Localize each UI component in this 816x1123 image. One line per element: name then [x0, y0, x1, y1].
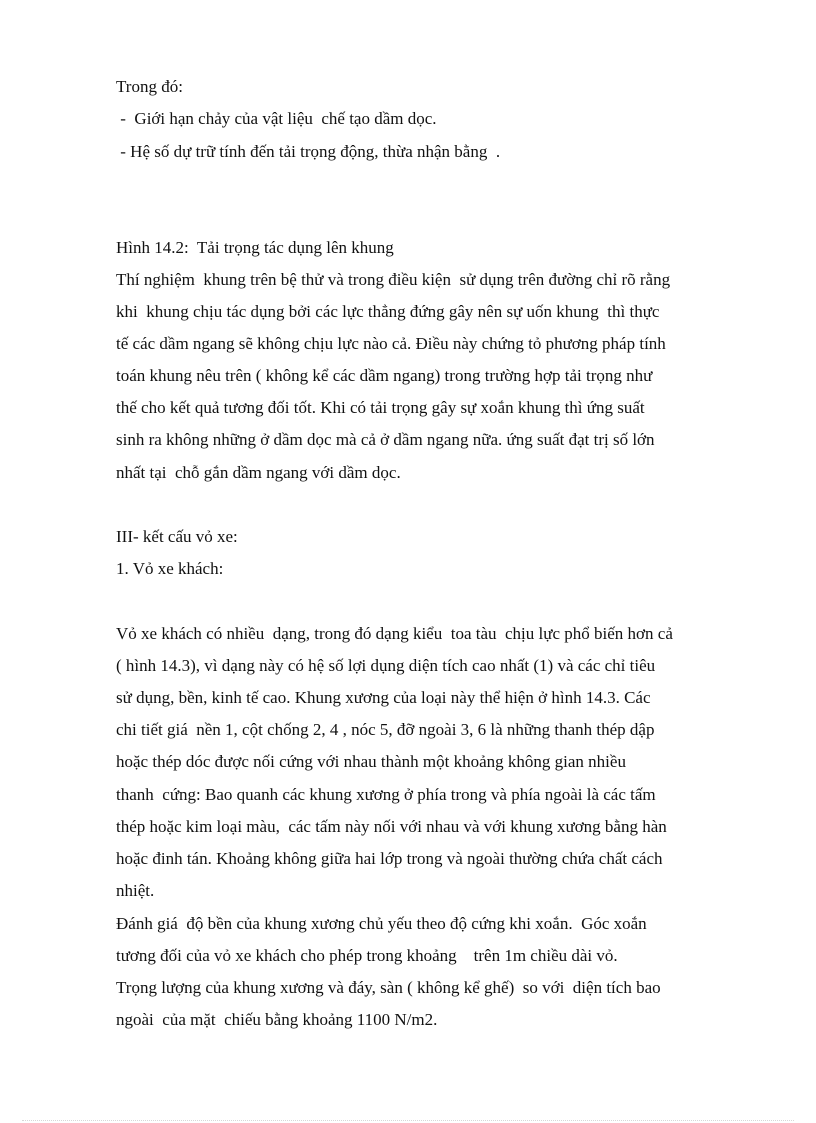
intro-item-2: - Hệ số dự trữ tính đến tải trọng động, thừa nhận bằng . [116, 142, 501, 161]
paragraph-2-line-8: hoặc đinh tán. Khoảng không giữa hai lớp trong và ngoài thường chứa chất cách [116, 849, 663, 868]
intro-label: Trong đó: [116, 77, 183, 96]
paragraph-3-line-3: Trọng lượng của khung xương và đáy, sàn ( không kể ghế) so với diện tích bao [116, 978, 661, 997]
paragraph-2-line-9: nhiệt. [116, 881, 155, 900]
figure-caption: Hình 14.2: Tải trọng tác dụng lên khung [116, 238, 394, 257]
paragraph-2-line-3: sử dụng, bền, kinh tế cao. Khung xương của loại này thể hiện ở hình 14.3. Các [116, 688, 651, 707]
paragraph-1-line-7: nhất tại chỗ gắn dầm ngang với dầm dọc. [116, 463, 401, 482]
paragraph-1-line-6: sinh ra không những ở dầm dọc mà cả ở dầm ngang nữa. ứng suất đạt trị số lớn [116, 430, 655, 449]
paragraph-2-line-4: chi tiết giá nền 1, cột chống 2, 4 , nóc 5, đỡ ngoài 3, 6 là những thanh thép dập [116, 720, 655, 739]
paragraph-3-line-2: tương đối của vỏ xe khách cho phép trong khoảng trên 1m chiều dài vỏ. [116, 946, 618, 965]
paragraph-3-line-1: Đánh giá độ bền của khung xương chủ yếu theo độ cứng khi xoắn. Góc xoắn [116, 914, 647, 933]
paragraph-1-line-4: toán khung nêu trên ( không kể các dầm ngang) trong trường hợp tải trọng như [116, 366, 653, 385]
paragraph-1-line-5: thế cho kết quả tương đối tốt. Khi có tải trọng gây sự xoắn khung thì ứng suất [116, 398, 645, 417]
paragraph-2-line-6: thanh cứng: Bao quanh các khung xương ở phía trong và phía ngoài là các tấm [116, 785, 656, 804]
subsection-heading: 1. Vỏ xe khách: [116, 559, 224, 578]
paragraph-2-line-7: thép hoặc kim loại màu, các tấm này nối với nhau và với khung xương bằng hàn [116, 817, 667, 836]
paragraph-2-line-1: Vỏ xe khách có nhiều dạng, trong đó dạng kiểu toa tàu chịu lực phổ biến hơn cả [116, 624, 673, 643]
paragraph-2-line-5: hoặc thép dóc được nối cứng với nhau thành một khoảng không gian nhiều [116, 752, 626, 771]
paragraph-2-line-2: ( hình 14.3), vì dạng này có hệ số lợi dụng diện tích cao nhất (1) và các chỉ tiêu [116, 656, 656, 675]
section-heading: III- kết cấu vỏ xe: [116, 527, 238, 546]
paragraph-3-line-4: ngoài của mặt chiếu bằng khoảng 1100 N/m2. [116, 1010, 438, 1029]
intro-item-1: - Giới hạn chảy của vật liệu chế tạo dầm dọc. [116, 109, 437, 128]
page-bottom-divider [22, 1120, 794, 1121]
paragraph-1-line-3: tế các dầm ngang sẽ không chịu lực nào cả. Điều này chứng tỏ phương pháp tính [116, 334, 666, 353]
paragraph-1-line-1: Thí nghiệm khung trên bệ thử và trong điều kiện sử dụng trên đường chỉ rõ rằng [116, 270, 671, 289]
paragraph-1-line-2: khi khung chịu tác dụng bởi các lực thẳng đứng gây nên sự uốn khung thì thực [116, 302, 660, 321]
